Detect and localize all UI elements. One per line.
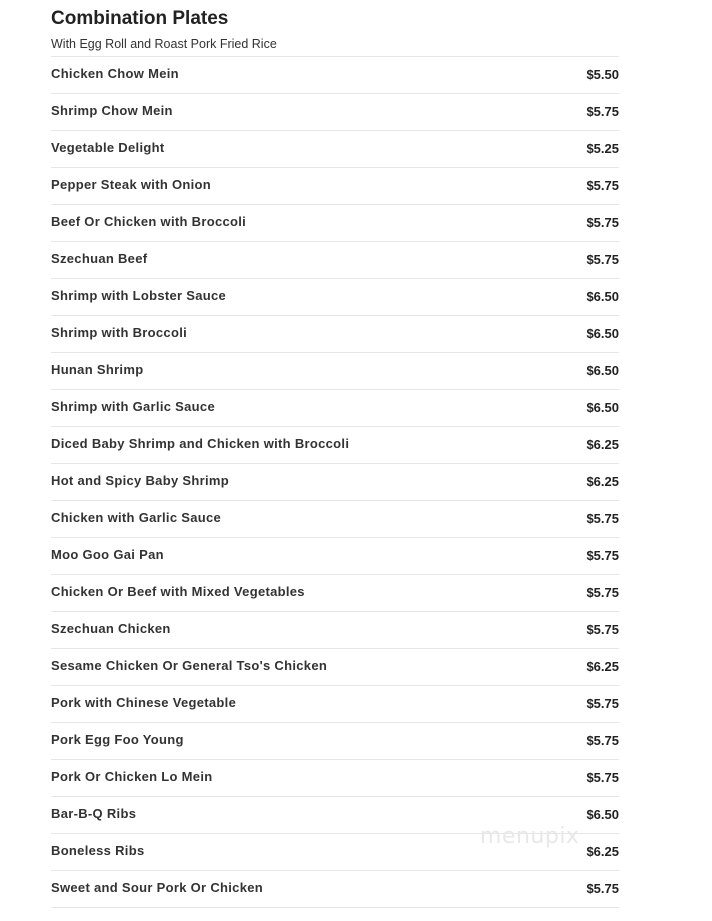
menu-item-name: Moo Goo Gai Pan [51, 547, 164, 562]
menu-item-name: Chicken Chow Mein [51, 66, 179, 81]
menu-item-name: Chicken Or Beef with Mixed Vegetables [51, 584, 305, 599]
menu-item-name: Shrimp with Lobster Sauce [51, 288, 227, 303]
menu-item-row [51, 131, 619, 168]
menu-item-price: $6.50 [586, 289, 619, 304]
menu-item-price: $5.75 [586, 733, 619, 748]
menu-item-name: Diced Baby Shrimp and Chicken with Broccoli [51, 436, 350, 451]
menu-item-row [51, 279, 619, 316]
menu-item-price: $6.25 [586, 659, 619, 674]
menu-item-name: Pork with Chinese Vegetable [51, 695, 237, 710]
menu-item-name: Pepper Steak with Onion [51, 177, 212, 192]
menu-item-price: $5.75 [586, 585, 619, 600]
menu-section [51, 8, 619, 908]
menu-item-name: Shrimp with Garlic Sauce [51, 399, 215, 414]
menu-item-price: $6.50 [586, 363, 619, 378]
menu-item-row [51, 760, 619, 797]
menu-item-price: $5.75 [586, 252, 619, 267]
menu-item-name: Beef Or Chicken with Broccoli [51, 214, 247, 229]
menu-item-row [51, 723, 619, 760]
menu-item-row [51, 242, 619, 279]
menu-item-name: Chicken with Garlic Sauce [51, 510, 222, 525]
menu-item-name: Boneless Ribs [51, 843, 145, 858]
menu-item-row [51, 871, 619, 908]
menu-item-row [51, 686, 619, 723]
menu-item-price: $5.75 [586, 770, 619, 785]
menu-item-row [51, 205, 619, 242]
menu-item-row [51, 57, 619, 94]
menu-item-price: $6.50 [586, 400, 619, 415]
menu-item-price: $5.25 [586, 141, 619, 156]
menu-item-price: $6.25 [586, 844, 619, 859]
menu-item-name: Pork Or Chicken Lo Mein [51, 769, 213, 784]
menu-item-name: Vegetable Delight [51, 140, 165, 155]
menu-item-price: $6.50 [586, 807, 619, 822]
menu-item-row [51, 612, 619, 649]
menu-item-row [51, 353, 619, 390]
menu-item-price: $5.75 [586, 511, 619, 526]
menu-item-price: $5.75 [586, 548, 619, 563]
menu-item-list [51, 56, 619, 908]
menu-item-price: $5.75 [586, 215, 619, 230]
menu-item-row [51, 538, 619, 575]
menu-item-price: $6.50 [586, 326, 619, 341]
menu-item-name: Sesame Chicken Or General Tso's Chicken [51, 658, 328, 673]
menu-item-price: $6.25 [586, 474, 619, 489]
menu-item-name: Szechuan Chicken [51, 621, 171, 636]
menu-item-row [51, 427, 619, 464]
menu-item-name: Hunan Shrimp [51, 362, 144, 377]
menu-item-name: Pork Egg Foo Young [51, 732, 184, 747]
menu-item-price: $5.75 [586, 178, 619, 193]
menu-item-price: $5.50 [586, 67, 619, 82]
section-subtitle: With Egg Roll and Roast Pork Fried Rice [51, 37, 277, 51]
menu-item-row [51, 575, 619, 612]
menu-item-row [51, 464, 619, 501]
menu-item-row [51, 168, 619, 205]
menu-item-name: Szechuan Beef [51, 251, 148, 266]
menupix-watermark: menupix [480, 824, 580, 849]
menu-item-price: $5.75 [586, 696, 619, 711]
menu-item-row [51, 94, 619, 131]
menu-item-name: Hot and Spicy Baby Shrimp [51, 473, 229, 488]
menu-item-name: Sweet and Sour Pork Or Chicken [51, 880, 263, 895]
menu-item-price: $5.75 [586, 622, 619, 637]
menu-item-price: $5.75 [586, 104, 619, 119]
menu-item-row [51, 316, 619, 353]
menu-item-name: Shrimp with Broccoli [51, 325, 188, 340]
menu-item-price: $5.75 [586, 881, 619, 896]
menu-item-price: $6.25 [586, 437, 619, 452]
menu-item-row [51, 501, 619, 538]
menu-item-row [51, 390, 619, 427]
section-title: Combination Plates [51, 8, 229, 29]
menu-item-name: Bar-B-Q Ribs [51, 806, 137, 821]
menu-item-row [51, 649, 619, 686]
menu-item-name: Shrimp Chow Mein [51, 103, 173, 118]
